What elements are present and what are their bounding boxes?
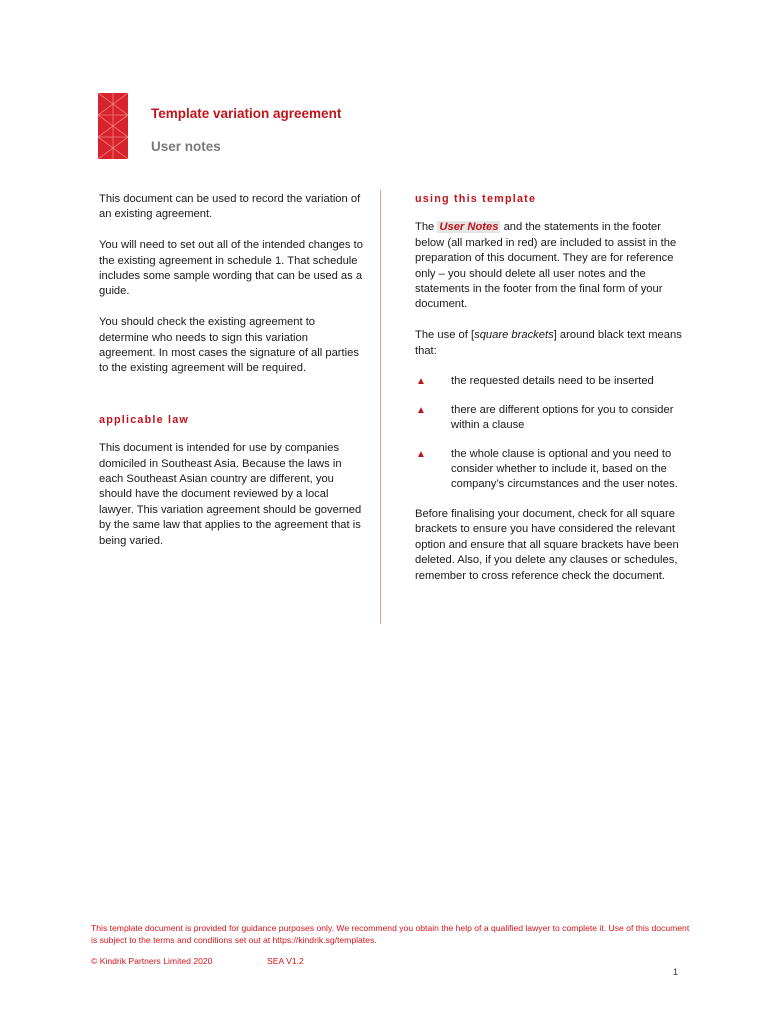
list-item-text: the requested details need to be inserted bbox=[451, 375, 654, 388]
bracket-meaning-list bbox=[415, 374, 685, 492]
right-column bbox=[415, 192, 685, 599]
list-item bbox=[415, 447, 685, 493]
footer-version: SEA V1.2 bbox=[267, 956, 304, 966]
document-subtitle: User notes bbox=[151, 139, 221, 154]
page-number: 1 bbox=[673, 967, 679, 977]
signature-paragraph: You should check the existing agreement to determine who needs to sign this variation agreement. In most cases the signature of all parties to the existing agreement will be required. bbox=[99, 316, 359, 375]
brand-logo bbox=[98, 93, 128, 159]
triangle-bullet-icon: ▲ bbox=[416, 404, 426, 416]
applicable-law-paragraph: This document is intended for use by companies domiciled in Southeast Asia. Because the laws in each Southeast Asian country are different, you should have the document reviewed by a local lawyer. This variation agreement should be governed by the same law that applies to the agreement that is being varied. bbox=[99, 442, 362, 547]
triangle-bullet-icon: ▲ bbox=[416, 376, 426, 388]
footer-copyright: © Kindrik Partners Limited 2020 bbox=[91, 956, 213, 966]
finalising-paragraph: Before finalising your document, check for all square brackets to ensure you have considered the relevant option and ensure that all square brackets have been deleted. Also, if you delete any clauses or schedules, remember to cross reference check the document. bbox=[415, 507, 679, 582]
square-brackets-emphasis: square brackets bbox=[474, 329, 554, 342]
using-template-heading: using this template bbox=[415, 193, 537, 205]
square-brackets-suffix: ] around black text means that: bbox=[415, 329, 682, 357]
list-item bbox=[415, 374, 685, 389]
user-notes-suffix: and the statements in the footer below (all marked in red) are included to assist in the preparation of this document. They are for reference only – you should delete all user notes and the statements in the footer from the final form of your document. bbox=[415, 221, 677, 311]
document-title: Template variation agreement bbox=[151, 106, 342, 121]
square-brackets-prefix: The use of [ bbox=[415, 329, 475, 342]
user-notes-prefix: The bbox=[415, 221, 438, 234]
square-brackets-paragraph bbox=[415, 328, 685, 359]
footer-disclaimer: This template document is provided for guidance purposes only. We recommend you obtain the help of a qualified lawyer to complete it. Use of this document is subject to the terms and conditions set out at https://kindrik.sg/templates. bbox=[91, 923, 690, 945]
list-item bbox=[415, 403, 685, 434]
applicable-law-heading: applicable law bbox=[99, 413, 190, 426]
left-column bbox=[99, 192, 364, 564]
changes-paragraph: You will need to set out all of the intended changes to the existing agreement in schedule 1. That schedule includes some sample wording that can be used as a guide. bbox=[99, 239, 363, 298]
column-divider bbox=[380, 190, 381, 624]
intro-paragraph: This document can be used to record the variation of an existing agreement. bbox=[99, 193, 361, 221]
list-item-text: there are different options for you to consider within a clause bbox=[451, 403, 674, 432]
triangle-bullet-icon: ▲ bbox=[416, 448, 426, 460]
user-notes-highlight: User Notes bbox=[439, 221, 499, 234]
user-notes-paragraph bbox=[415, 220, 685, 312]
list-item-text: the whole clause is optional and you need to consider whether to include it, based on the company’s circumstances and the user notes. bbox=[451, 447, 678, 491]
